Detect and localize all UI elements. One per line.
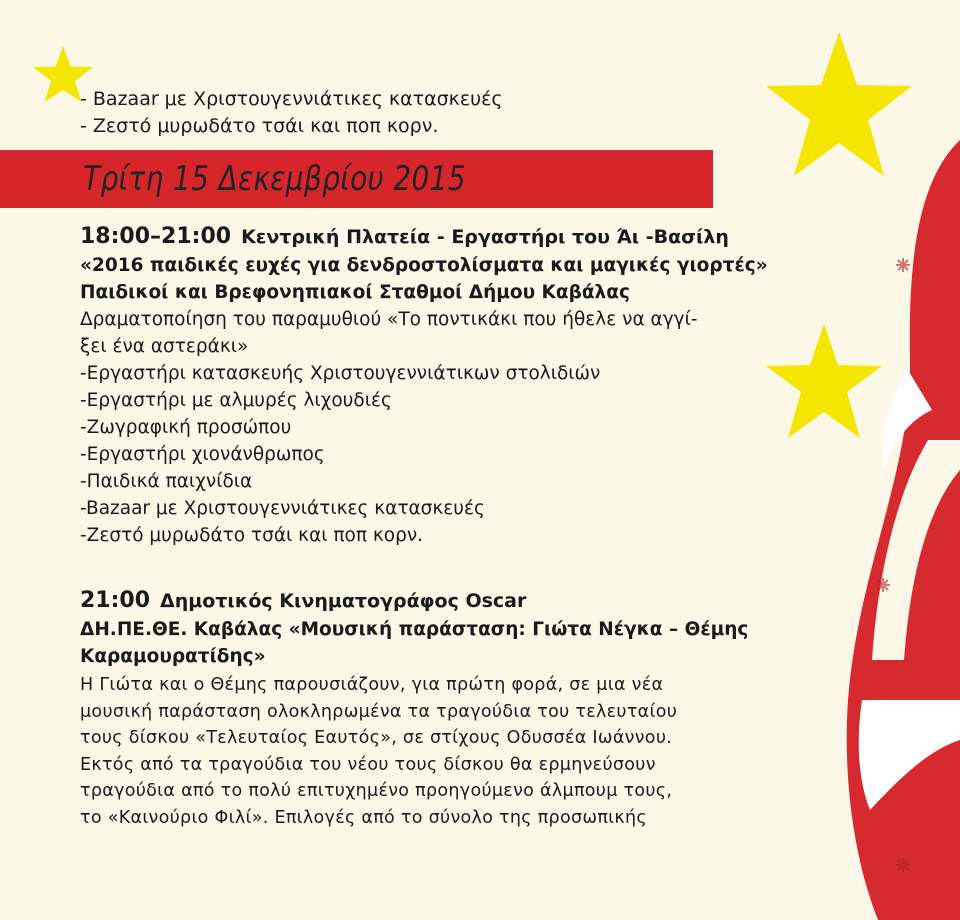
event-block (80, 586, 749, 831)
list-item: -Εργαστήρι κατασκευής Χριστουγεννιάτικων στολιδιών (80, 363, 601, 384)
event-organizer: Παιδικοί και Βρεφονηπιακοί Σταθμοί Δήμου Καβάλας (80, 282, 630, 303)
paragraph-line: Η Γιώτα και ο Θέμης παρουσιάζουν, για πρώτη φορά, σε μια νέα (80, 675, 664, 695)
list-item: -Ζωγραφική προσώπου (80, 417, 292, 438)
paragraph-line: το «Καινούριο Φιλί». Επιλογές από το σύνολο της προσωπικής (80, 807, 647, 828)
list-item: -Εργαστήρι χιονάνθρωπος (80, 444, 325, 465)
intro-list (80, 86, 503, 140)
candy-cane-icon (838, 140, 960, 920)
event-time: 18:00–21:00 (80, 224, 232, 249)
list-item: -Παιδικά παιχνίδια (80, 471, 253, 492)
date-title: Τρίτη 15 Δεκεμβρίου 2015 (83, 159, 466, 199)
list-item: - Ζεστό μυρωδάτο τσάι και ποπ κορν. (80, 115, 439, 137)
event-block (80, 222, 768, 549)
paragraph-line: τους δίσκου «Τελευταίος Εαυτός», σε στίχους Οδυσσέα Ιωάννου. (80, 728, 673, 748)
event-heading (80, 222, 740, 252)
event-location: Κεντρική Πλατεία - Εργαστήρι του Άι -Βασίλη (241, 226, 729, 248)
paragraph-line: μουσική παράσταση ολοκληρωμένα τα τραγούδια του τελευταίου (80, 701, 678, 722)
list-item: -Ζεστό μυρωδάτο τσάι και ποπ κορν. (80, 525, 424, 546)
list-item: -Bazaar με Χριστουγεννιάτικες κατασκευές (80, 498, 485, 519)
event-title: Καραμουρατίδης» (80, 646, 266, 667)
event-title: ΔΗ.ΠΕ.ΘΕ. Καβάλας «Μουσική παράσταση: Γιώτα Νέγκα – Θέμης (80, 619, 749, 640)
paragraph-line: τραγούδια από το πολύ επιτυχημένο προηγούμενο άλμπουμ τους, (80, 781, 673, 801)
paragraph-line: Εκτός από τα τραγούδια του νέου τους δίσκου θα ερμηνεύσουν (80, 754, 656, 775)
list-item: -Εργαστήρι με αλμυρές λιχουδιές (80, 390, 392, 411)
event-description (80, 672, 740, 831)
event-location: Δημοτικός Κινηματογράφος Oscar (160, 590, 527, 612)
star-icon (764, 322, 884, 442)
event-heading (80, 586, 740, 616)
event-description: Δραματοποίηση του παραμυθιού «Το ποντικάκι που ήθελε να αγγί- (80, 309, 698, 330)
event-subtitle: «2016 παιδικές ευχές για δενδροστολίσματα και μαγικές γιορτές» (80, 255, 768, 276)
list-item: - Bazaar με Χριστουγεννιάτικες κατασκευές (80, 88, 503, 110)
event-time: 21:00 (80, 588, 151, 613)
event-description: ξει ένα αστεράκι» (80, 336, 249, 357)
